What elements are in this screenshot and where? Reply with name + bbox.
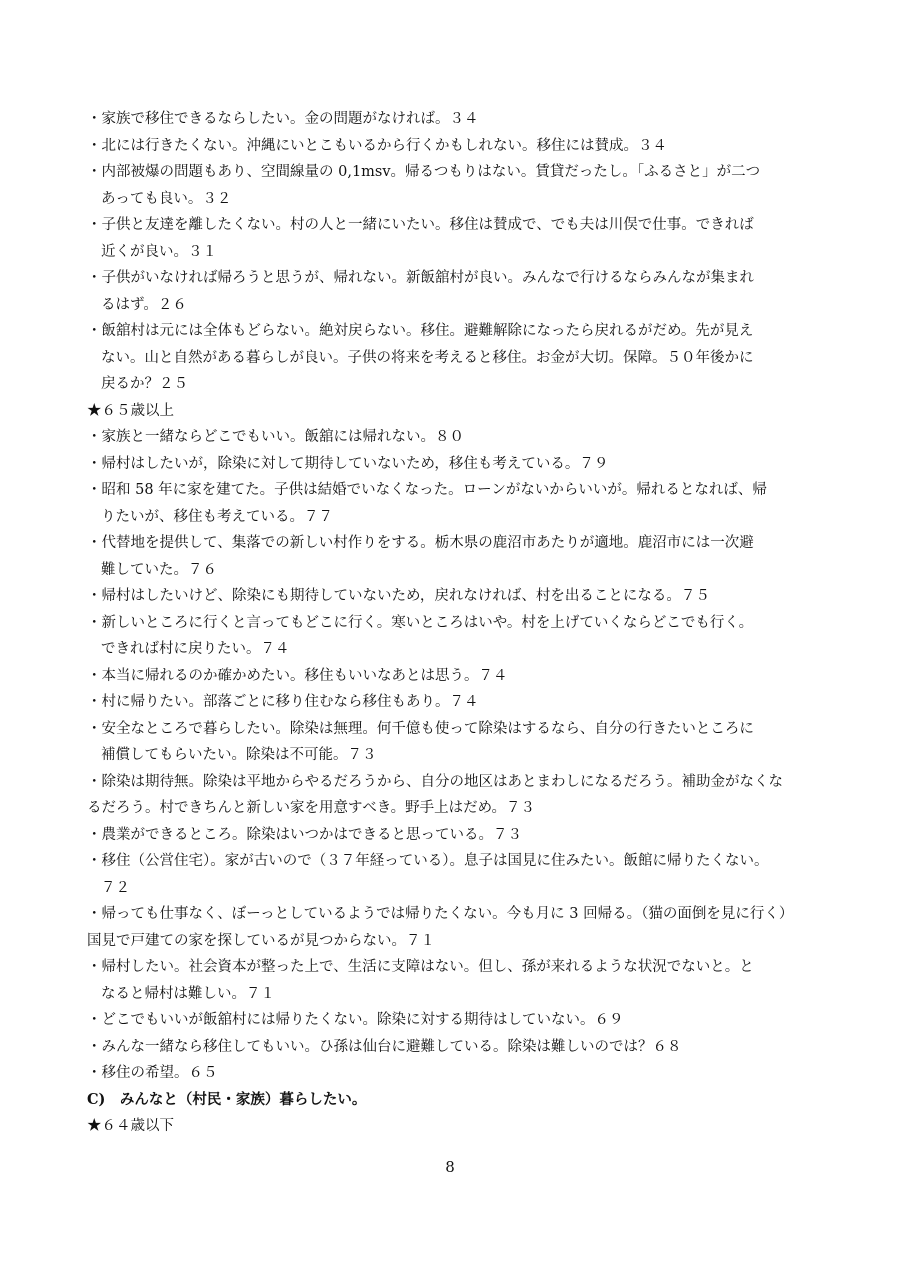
text-line: 近くが良い。３１ [101, 243, 217, 260]
text-line: ・帰村はしたいけど、除染にも期待していないため，戻れなければ、村を出ることになる。７５ [87, 588, 710, 604]
text-line: できれば村に戻りたい。７４ [101, 641, 290, 657]
text-line: ・帰村したい。社会資本が整った上で、生活に支障はない。但し、孫が来れるような状況でないと。と [87, 959, 754, 975]
page-number: 8 [445, 1158, 455, 1176]
text-line: ・帰っても仕事なく、ぼーっとしているようでは帰りたくない。今も月に 3 回帰る。（猫の面倒を見に行く） [87, 906, 794, 922]
text-line: ・移住（公営住宅）。家が古いので（３７年経っている）。息子は国見に住みたい。飯館に帰りたくない。 [87, 853, 769, 869]
text-line: るだろう。村できちんと新しい家を用意すべき。野手上はだめ。７３ [87, 800, 536, 816]
text-line: ・子供がいなければ帰ろうと思うが、帰れない。新飯舘村が良い。みんなで行けるならみんなが集まれ [87, 270, 754, 286]
text-line: ・除染は期待無。除染は平地からやるだろうから、自分の地区はあとまわしになるだろう。補助金がなくな [87, 773, 783, 790]
text-line: ・本当に帰れるのか確かめたい。移住もいいなあとは思う。７４ [87, 667, 508, 684]
document-body [87, 106, 827, 1140]
text-line: なると帰村は難しい。７１ [101, 985, 275, 1002]
text-line: ・移住の希望。６５ [87, 1065, 218, 1081]
text-line: ・みんな一緒なら移住してもいい。ひ孫は仙台に避難している。除染は難しいのでは？６８ [87, 1038, 682, 1055]
text-line: ・村に帰りたい。部落ごとに移り住むなら移住もあり。７４ [87, 694, 479, 710]
text-line: ・帰村はしたいが，除染に対して期待していないため，移住も考えている。７９ [87, 455, 609, 472]
text-line: ・飯舘村は元には全体もどらない。絶対戻らない。移住。避難解除になったら戻れるがだめ。先が見え [87, 323, 754, 339]
text-line: ない。山と自然がある暮らしが良い。子供の将来を考えると移住。お金が大切。保障。５０年後かに [101, 349, 754, 366]
text-line: 戻るか？２５ [101, 376, 188, 392]
text-line: ・内部被爆の問題もあり、空間線量の 0,1msv。帰るつもりはない。賃貸だったし。「ふるさと」が二つ [87, 164, 761, 180]
text-line: ・安全なところで暮らしたい。除染は無理。何千億も使って除染はするなら、自分の行きたいところに [87, 720, 754, 737]
text-line: ・農業ができるところ。除染はいつかはできると思っている。７３ [87, 826, 522, 843]
text-line: 国見で戸建ての家を探しているが見つからない。７１ [87, 932, 435, 949]
text-line: あっても良い。３２ [101, 190, 232, 207]
text-line: るはず。２６ [101, 296, 187, 313]
text-line: 補償してもらいたい。除染は不可能。７３ [101, 747, 377, 763]
text-line: ・新しいところに行くと言ってもどこに行く。寒いところはいや。村を上げていくならどこでも行く。 [87, 614, 754, 631]
text-line: ・子供と友達を離したくない。村の人と一緒にいたい。移住は賛成で、でも夫は川俣で仕事。できれば [87, 217, 754, 233]
text-line: ・家族で移住できるならしたい。金の問題がなければ。３４ [87, 111, 479, 127]
text-line: ・北には行きたくない。沖縄にいとこもいるから行くかもしれない。移住には賛成。３４ [87, 137, 667, 154]
section-heading: C) みんなと（村民・家族）暮らしたい。 [87, 1090, 367, 1108]
text-line: りたいが、移住も考えている。７７ [101, 508, 333, 525]
text-line: ・家族と一緒ならどこでもいい。飯舘には帰れない。８０ [87, 429, 464, 445]
text-line: ・代替地を提供して、集落での新しい村作りをする。栃木県の鹿沼市あたりが適地。鹿沼市には一次避 [87, 535, 754, 551]
text-line: ・どこでもいいが飯舘村には帰りたくない。除染に対する期待はしていない。６９ [87, 1012, 624, 1028]
text-line: 難していた。７６ [101, 561, 217, 578]
text-line: ・昭和 58 年に家を建てた。子供は結婚でいなくなった。ローンがないからいいが。帰れるとなれば、帰 [87, 482, 767, 498]
text-line: ７２ [101, 879, 130, 896]
text-line: ★６５歳以上 [87, 402, 174, 419]
text-line: ★６４歳以下 [87, 1118, 174, 1134]
